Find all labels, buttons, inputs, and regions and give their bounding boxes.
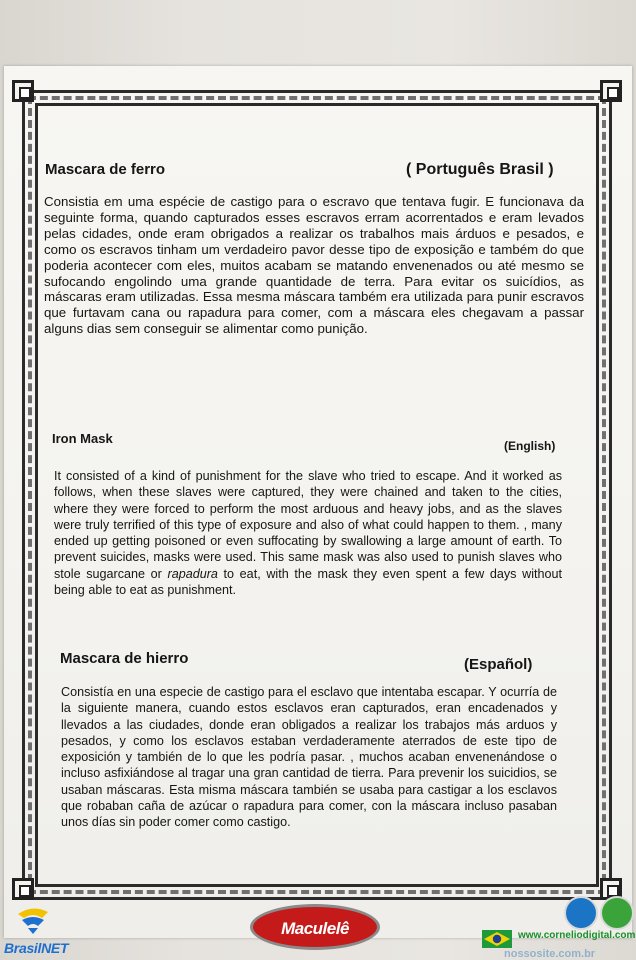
website-watermark: nossosite.com.br	[504, 948, 596, 960]
spanish-title: Mascara de hierro	[60, 650, 189, 667]
portuguese-title: Mascara de ferro	[45, 161, 166, 178]
spanish-paragraph: Consistía en una especie de castigo para el esclavo que intentaba escapar. Y ocurría de la siguiente manera, cuando estos esclavos eran capturados, eran encadenados y llevados a las ciudades, donde eran obligados a realizar los trabajos más arduos y pesados, y como los esclavos estaban verdaderamente aterrados de este tipo de exposición y también de lo que les podría pasar. , muchos acaban envenenándose o incluso asfixiándose al tragar una gran cantidad de tierra. Para prevenir los suicidios, se usaban máscaras. Esta misma máscara también se usaba para castigar a los esclavos que robaban caña de azúcar o rapadura para comer, con la máscara incluso pasaban unos días sin poder comer como castigo.	[61, 685, 557, 830]
corner-ornament-top-right	[600, 80, 622, 102]
english-paragraph-part-2: to eat, with the mask they even spent a few days without being able to eat as punishment.	[54, 566, 562, 598]
portuguese-paragraph: Consistia em uma espécie de castigo para o escravo que tentava fugir. E funcionava da seguinte forma, quando capturados esses escravos erram acorrentados e eram levados pelas cidades, onde eram obrigados a realizar os trabalhos mais árduos e pesados, e como os escravos tinham um verdadeiro pavor desse tipo de exposição e também do que poderia acontecer com eles, muitos acabam se matando envenenados ou até mesmo se sufocando engolindo uma grande quantidade de terra. Para evitar os suicídios, as máscaras eram utilizadas. Essa mesma máscara também era utilizada para punir escravos que furtavam cana ou rapadura para comer, com a máscara eles chegavam a passar alguns dias sem conseguir se alimentar como punição.	[44, 194, 584, 337]
portuguese-language-label: ( Português Brasil )	[406, 161, 554, 178]
english-paragraph-italic-term: rapadura	[167, 566, 218, 581]
maculele-logo	[250, 904, 380, 950]
corneliodigital-watermark: www.corneliodigital.com	[518, 930, 636, 941]
clock-badge-icon	[564, 896, 598, 930]
paper-sheet	[4, 66, 632, 938]
english-paragraph-part-1: It consisted of a kind of punishment for the slave who tried to escape. And it worked as follows, when these slaves were captured, they were chained and taken to the cities, where they were forced to perform the most arduous and heavy jobs, and as the slaves were truly terrified of this type of exposure and also of what could happen to them. , many ended up getting poisoned or even suffocating by swallowing a large amount of earth. To prevent suicides, masks were used. This same mask was also used to punish slaves who stole sugarcane or	[54, 469, 562, 581]
corner-ornament-top-left	[12, 80, 34, 102]
brasilnet-logo-icon	[16, 904, 50, 934]
corner-ornament-bottom-left	[12, 878, 34, 900]
brasilnet-watermark: BrasilNET	[4, 940, 69, 956]
maculele-logo-text: Maculelê	[281, 919, 349, 938]
english-paragraph	[54, 468, 562, 598]
english-language-label: (English)	[504, 439, 556, 453]
green-badge-icon	[600, 896, 634, 930]
brazil-flag-icon	[482, 930, 512, 948]
english-title: Iron Mask	[52, 431, 113, 446]
spanish-language-label: (Español)	[464, 656, 533, 673]
